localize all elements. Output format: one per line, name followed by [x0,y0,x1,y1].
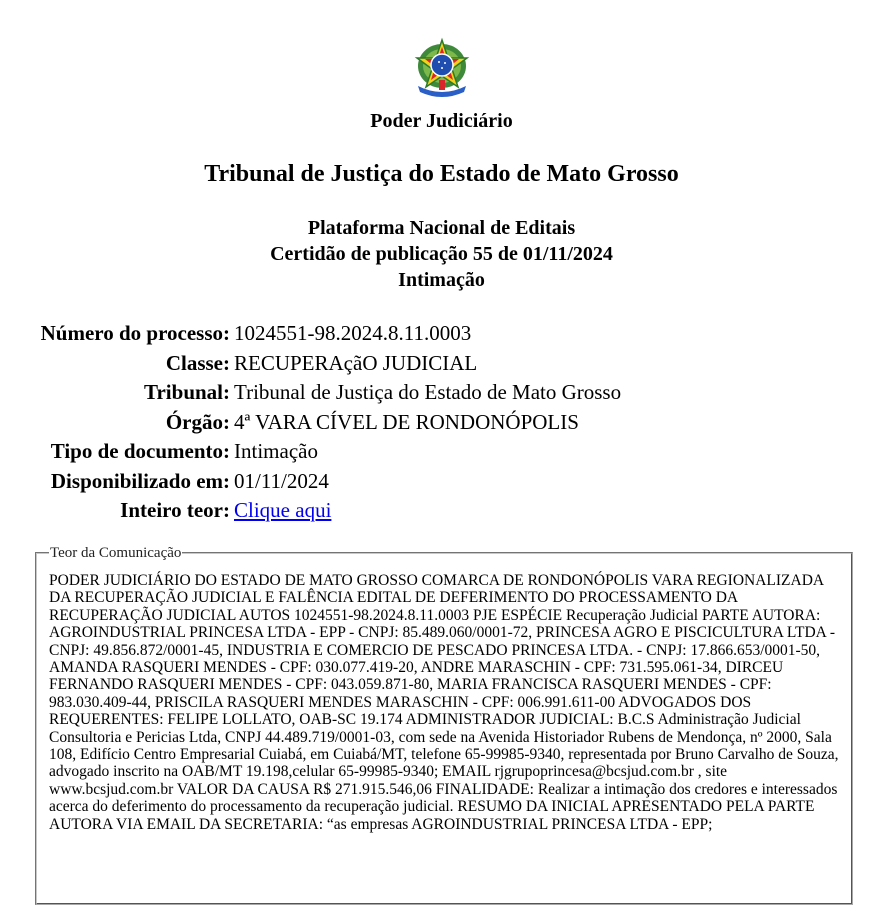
communication-text: PODER JUDICIÁRIO DO ESTADO DE MATO GROSSO COMARCA DE RONDONÓPOLIS VARA REGIONALIZADA DA RECUPERAÇÃO JUDICIAL E FALÊNCIA EDITAL DE DEFERIMENTO DO PROCESSAMENTO DA RECUPERAÇÃO JUDICIAL AUTOS 1024551-98.2024.8.11.0003 PJE ESPÉCIE Recuperação Judicial PARTE AUTORA: AGROINDUSTRIAL PRINCESA LTDA - EPP - CNPJ: 85.489.060/0001-72, PRINCESA AGRO E PISCICULTURA LTDA - CNPJ: 49.856.872/0001-45, INDUSTRIA E COMERCIO DE PESCADO PRINCESA LTDA. - CNPJ: 17.866.653/0001-50, AMANDA RASQUERI MENDES - CPF: 030.077.419-20, ANDRE MARASCHIN - CPF: 731.595.061-34, DIRCEU FERNANDO RASQUERI MENDES - CPF: 043.059.871-80, MARIA FRANCISCA RASQUERI MENDES - CPF: 983.030.409-44, PRISCILA RASQUERI MENDES MARASCHIN - CPF: 006.991.611-00 ADVOGADOS DOS REQUERENTES: FELIPE LOLLATO, OAB-SC 19.174 ADMINISTRADOR JUDICIAL: B.C.S Administração Judicial Consultoria e Pericias Ltda, CNPJ 44.489.719/0001-03, com sede na Avenida Historiador Rubens de Mendonça, nº 2000, Sala 108, Edifício Centro Empresarial Cuiabá, em Cuiabá/MT, telefone 65-99985-9340, representada por Bruno Carvalho de Souza, advogado inscrito na OAB/MT 19.198,celular 65-99985-9340; EMAIL rjgrupoprincesa@bcsjud.com.br , site www.bcsjud.com.br VALOR DA CAUSA R$ 271.915.546,06 FINALIDADE: Realizar a intimação dos credores e interessados acerca do deferimento do processamento da recuperação judicial. RESUMO DA INICIAL APRESENTADO PELA PARTE AUTORA VIA EMAIL DA SECRETARIA: “as empresas AGROINDUSTRIAL PRINCESA LTDA - EPP; [49,572,839,833]
meta-label: Inteiro teor: [120,498,230,522]
meta-row-tribunal [0,378,883,408]
brazil-coat-of-arms-icon [412,36,472,100]
process-number: 1024551-98.2024.8.11.0003 [234,321,472,345]
meta-row-classe [0,349,883,379]
document-type: Intimação [234,439,318,463]
meta-row-inteiro-teor [0,496,883,526]
meta-label: Tipo de documento: [50,439,230,463]
orgao-value: 4ª VARA CÍVEL DE RONDONÓPOLIS [234,409,579,434]
meta-row-tipo [0,437,883,467]
meta-label: Órgão: [165,409,230,434]
meta-row-orgao [0,408,883,438]
meta-row-data [0,467,883,497]
full-text-link[interactable]: Clique aqui [234,498,332,522]
process-metadata [0,319,883,526]
communication-content-fieldset [35,545,853,905]
tipo-heading: Intimação [398,269,485,291]
available-date: 01/11/2024 [234,468,329,493]
meta-label: Tribunal: [144,380,230,404]
plataforma-heading: Plataforma Nacional de Editais [307,217,576,239]
meta-label: Disponibilizado em: [50,468,230,493]
tribunal-value: Tribunal de Justiça do Estado de Mato Grosso [234,380,622,404]
process-class: RECUPERAçãO JUDICIAL [234,350,478,375]
certidao-heading: Certidão de publicação 55 de 01/11/2024 [270,243,613,265]
meta-row-numero [0,319,883,349]
tribunal-heading: Tribunal de Justiça do Estado de Mato Grosso [204,161,679,187]
meta-label: Número do processo: [40,321,230,345]
communication-content-legend: Teor da Comunicação [50,545,182,561]
meta-label: Classe: [165,350,230,375]
poder-judiciario-heading: Poder Judiciário [370,110,513,132]
